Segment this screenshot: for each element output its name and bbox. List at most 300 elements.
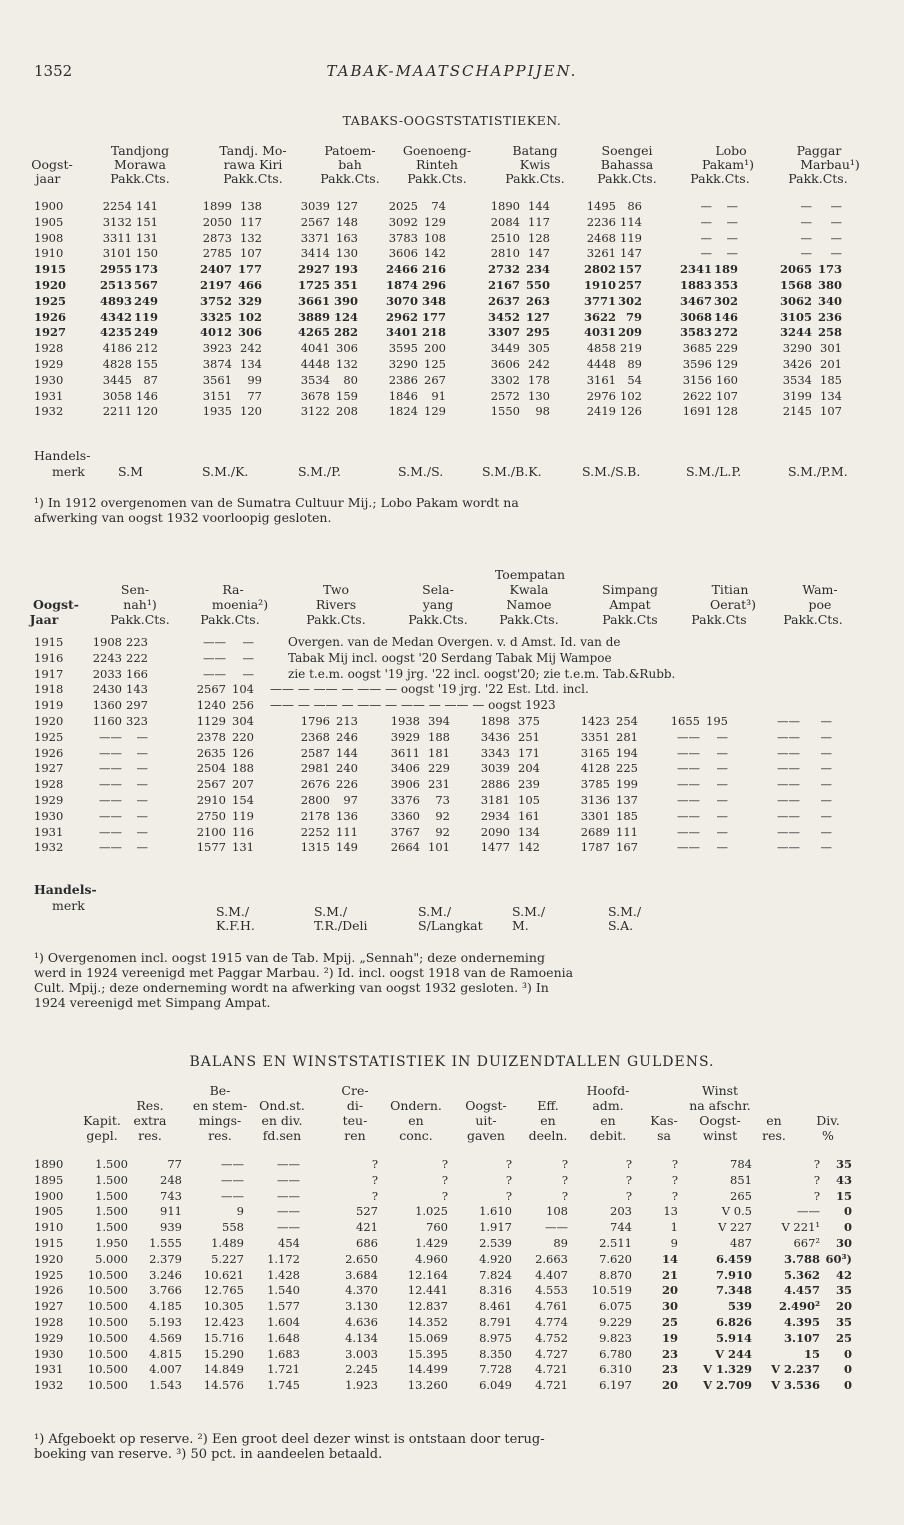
t1-cell: 305 [528,341,550,356]
t3-cell: 7.620 [599,1251,632,1266]
t1-cell: — [700,230,712,245]
t3-cell: V 0.5 [721,1204,752,1219]
t2-cell: — [820,793,832,807]
t1-cell: 91 [431,388,446,403]
t2-header-cell: Pakk.Cts. [408,612,468,627]
t1-cell: 131 [136,230,158,245]
t2-cell: 126 [232,745,254,760]
t2-merk-bottom: K.F.H. [216,918,255,933]
t2-cell: 149 [336,840,358,855]
t1-cell: — [830,246,842,261]
t2-note-line: 1924 vereenigd met Simpang Ampat. [34,995,271,1010]
table-row [0,825,904,840]
t1-cell: 3534 [300,372,330,387]
t1-cell: 234 [525,262,550,277]
t2-cell: — [136,761,148,776]
t2-cell: 3376 [390,793,420,807]
t1-cell: 125 [424,357,446,371]
t3-cell: 42 [835,1267,852,1282]
t3-header-cell: debit. [589,1128,627,1143]
t1-cell: 302 [617,293,642,308]
t3-cell: 4.395 [783,1315,820,1329]
t1-table [0,199,904,429]
t1-cell: 353 [713,278,738,292]
t3-cell: 0 [843,1220,852,1235]
t2-header-cell: moenia²) [211,597,269,612]
t3-cell: 3.130 [345,1299,378,1314]
t2-cell: 116 [232,824,254,839]
t1-header-cell: Pakk.Cts. [223,171,283,186]
t1-cell: 2065 [779,262,812,277]
t2-cell: 111 [616,824,638,839]
table-row [0,1252,904,1267]
page-number: 1352 [34,62,73,80]
t2-cell: 2910 [196,793,226,807]
t2-cell: 1938 [390,714,420,728]
t1-cell: 3783 [388,230,418,245]
t3-cell: —— [545,1220,568,1235]
t3-header-cell: Oogst- [465,1098,507,1113]
t2-cell: 104 [232,682,254,697]
t2-cell: 231 [428,777,450,792]
t3-cell: 15 [835,1188,852,1203]
table-row [0,809,904,824]
table-row [0,1283,904,1298]
table-row [0,682,904,697]
t1-cell: 390 [333,293,358,308]
t2-cell: 239 [518,777,540,792]
t1-cell: 249 [133,325,158,340]
t1-cell: 86 [627,199,642,213]
t2-cell: 194 [616,745,638,760]
t1-cell: 3132 [102,214,132,229]
t3-header-cell: gepl. [86,1128,118,1143]
t3-cell: 1.950 [95,1236,128,1250]
t2-cell: 225 [616,761,638,776]
t3-cell: 1.917 [479,1220,512,1235]
t1-cell: 3449 [490,341,520,356]
t2-year: 1931 [34,824,64,839]
t3-cell: 5.227 [211,1251,244,1266]
t1-cell: 2976 [586,388,616,403]
t3-cell: 12.837 [407,1299,448,1314]
t3-year: 1930 [34,1346,64,1361]
t2-cell: — [716,777,728,792]
t3-cell: 14.849 [203,1362,244,1377]
t2-cell: 101 [428,840,450,855]
t3-cell: ? [813,1172,820,1187]
t1-cell: 3199 [782,388,812,403]
t3-cell: 8.350 [479,1346,512,1361]
t1-cell: 340 [817,293,842,308]
t3-cell: 911 [160,1204,182,1219]
t2-cell: —— [777,808,800,823]
t1-cell: 3678 [300,388,330,403]
t1-cell: 132 [336,357,358,371]
t1-cell: 120 [136,404,158,419]
t2-cell: —— [777,824,800,839]
t1-cell: 138 [240,199,262,213]
t2-cell: 229 [428,761,450,776]
t3-header-cell: Cre- [341,1083,369,1098]
t3-cell: 12.441 [407,1283,448,1298]
t1-cell: 107 [240,246,262,261]
t3-cell: 1.721 [267,1362,300,1377]
t2-cell: 185 [616,808,638,823]
t3-year: 1929 [34,1330,64,1345]
t2-year: 1915 [34,635,64,649]
t1-note-line: ¹) In 1912 overgenomen van de Sumatra Cultuur Mij.; Lobo Pakam wordt na [34,495,519,510]
t1-year: 1928 [34,341,64,356]
t1-cell: 102 [620,388,642,403]
t1-cell: 1890 [490,199,520,213]
t1-cell: 2025 [388,199,418,213]
t2-cell: 1908 [92,635,122,649]
t1-cell: 2802 [583,262,616,277]
t1-cell: 151 [136,214,158,229]
t2-cell: 3136 [580,793,610,807]
t1-cell: 127 [336,199,358,213]
t1-merk-label: merk [52,464,85,479]
table-row [0,667,904,682]
t3-header-cell: fd.sen [262,1128,302,1143]
t2-cell: — [820,824,832,839]
t3-cell: —— [277,1204,300,1219]
t3-cell: 1.683 [267,1346,300,1361]
t3-header-cell: Oogst- [699,1113,741,1128]
t3-cell: 108 [546,1204,568,1219]
t3-cell: 539 [727,1299,752,1314]
t2-cell: —— [777,729,800,744]
t2-merk-bottom: S/Langkat [418,918,483,933]
t3-cell: 4.815 [149,1346,182,1361]
t1-header-cell: Batang [512,143,558,158]
t3-cell: 6.075 [599,1299,632,1314]
t1-cell: 249 [133,293,158,308]
t1-cell: 306 [237,325,262,340]
t3-cell: 760 [426,1220,448,1235]
t1-cell: 99 [247,372,262,387]
t1-cell: 127 [525,309,550,324]
t1-cell: — [726,230,738,245]
t1-cell: 2873 [202,230,232,245]
t1-cell: 3622 [583,309,616,324]
t2-cell: 2886 [480,777,510,792]
t3-cell: 4.553 [535,1283,568,1298]
t1-cell: 218 [421,325,446,340]
t1-cell: 1846 [388,388,418,403]
table-row [0,1204,904,1219]
t3-cell: 35 [835,1315,852,1329]
t3-cell: 421 [356,1220,378,1235]
t1-cell: 129 [424,404,446,419]
t2-note-line: werd in 1924 vereenigd met Paggar Marbau. ²) Id. incl. oogst 1918 van de Ramoenia [34,965,574,980]
t2-span-text: Overgen. van de Medan Overgen. v. d Amst. Id. van de [288,635,621,649]
t1-cell: 3685 [682,341,712,356]
t2-cell: 2100 [196,824,226,839]
t2-cell: —— [777,793,800,807]
t3-cell: 4.185 [149,1299,182,1314]
t1-cell: 219 [620,341,642,356]
t3-cell: 1.500 [95,1172,128,1187]
t3-cell: 0 [843,1362,852,1377]
t1-cell: — [726,214,738,229]
t3-cell: 25 [661,1315,678,1329]
t2-cell: 3406 [390,761,420,776]
t2-cell: —— [99,745,122,760]
t1-cell: 117 [528,214,550,229]
t2-cell: 3039 [480,761,510,776]
t2-header-cell: Kwala [509,582,549,597]
t3-cell: 7.348 [715,1283,752,1298]
t2-cell: 1787 [580,840,610,855]
t3-cell: 8.975 [479,1330,512,1345]
t3-header-cell: teu- [342,1113,368,1128]
table-row [0,231,904,246]
t1-cell: 150 [136,246,158,261]
t1-cell: 1874 [385,278,418,292]
t2-year: 1930 [34,808,64,823]
t2-cell: 3301 [580,808,610,823]
t2-header-cell: poe [808,597,832,612]
t2-cell: 1796 [300,714,330,728]
t1-cell: 4893 [99,293,132,308]
t2-year: 1926 [34,745,64,760]
t1-cell: 147 [620,246,642,261]
t2-merk-top: S.M./ [216,904,250,919]
t2-cell: 119 [232,808,254,823]
t1-cell: 212 [136,341,158,356]
running-head: TABAK-MAATSCHAPPIJEN. [326,62,578,80]
t3-cell: 1.429 [415,1236,448,1250]
t1-cell: 208 [336,404,358,419]
t3-cell: ? [505,1172,512,1187]
t1-header-cell: Marbau¹) [800,157,860,172]
t2-cell: 92 [435,808,450,823]
t2-cell: — [136,824,148,839]
t3-cell: 8.316 [479,1283,512,1298]
t3-header [0,1083,904,1153]
t2-cell: 166 [126,666,148,681]
t2-cell: 323 [126,714,148,728]
t1-cell: — [800,214,812,229]
t1-handelsmerk [0,448,904,482]
t1-cell: 2962 [385,309,418,324]
t1-cell: 3058 [102,388,132,403]
t3-cell: 9 [670,1236,678,1250]
t2-cell: 1423 [580,714,610,728]
t2-cell: 188 [428,729,450,744]
t1-cell: 144 [528,199,550,213]
t2-cell: — [242,650,254,665]
table-row [0,1220,904,1235]
t1-cell: 2407 [199,262,232,277]
t1-header-cell: Lobo [715,143,747,158]
t2-cell: 188 [232,761,254,776]
table-row [0,1236,904,1251]
t3-cell: 1.604 [267,1315,300,1329]
t2-merk-bottom: T.R./Deli [314,918,368,933]
t2-cell: 92 [435,824,450,839]
t1-cell: 2466 [385,262,418,277]
t1-cell: 1883 [679,278,712,292]
table-row [0,199,904,214]
t3-cell: ? [813,1188,820,1203]
t1-cell: 79 [625,309,642,324]
table-row [0,1362,904,1377]
table-row [0,761,904,776]
t1-cell: 2637 [487,293,520,308]
t3-cell: 14.352 [407,1315,448,1329]
t1-cell: 1550 [490,404,520,419]
t3-header-cell: na afschr. [689,1098,751,1113]
t3-cell: V 3.536 [771,1378,820,1393]
t1-cell: 157 [617,262,642,277]
t3-cell: —— [277,1172,300,1187]
t2-cell: —— [99,777,122,792]
t2-merk-top: S.M./ [608,904,642,919]
t2-cell: — [820,808,832,823]
t3-cell: 1.745 [267,1378,300,1393]
t1-cell: 129 [424,214,446,229]
t3-cell: 35 [835,1283,852,1298]
t1-cell: 4265 [297,325,330,340]
table-row [0,1157,904,1172]
table-row [0,1189,904,1204]
t1-cell: 3561 [202,372,232,387]
t3-cell: ? [371,1157,378,1171]
t1-cell: 3261 [586,246,616,261]
t2-header-cell: Pakk.Cts. [200,612,260,627]
t3-header-cell: sa [657,1128,671,1143]
t1-merk-value: S.M./P.M. [788,464,848,479]
t3-header-cell: extra [133,1113,167,1128]
t2-cell: 3611 [390,745,420,760]
t3-cell: 43 [835,1172,852,1187]
t1-cell: — [800,199,812,213]
t1-cell: 130 [528,388,550,403]
t1-header-cell: Pakk.Cts. [110,171,170,186]
t2-header-cell: Pakk.Cts [602,612,658,627]
t1-cell: 3889 [297,309,330,324]
t1-cell: 124 [333,309,358,324]
t3-header-cell: en [408,1113,424,1128]
t1-header-cell: Pakk.Cts. [505,171,565,186]
t1-cell: 3070 [385,293,418,308]
t3-cell: ? [625,1188,632,1203]
t1-cell: 189 [713,262,738,277]
t1-cell: 1691 [682,404,712,419]
t2-cell: — [820,714,832,728]
t2-cell: — [716,808,728,823]
t3-cell: 10.519 [591,1283,632,1298]
t3-year: 1910 [34,1220,64,1235]
t2-cell: 2252 [300,824,330,839]
t1-merk-value: S.M [118,464,143,479]
t1-year: 1910 [34,246,64,261]
t1-cell: 146 [136,388,158,403]
t3-cell: 487 [730,1236,752,1250]
t1-cell: 193 [333,262,358,277]
t3-cell: 1.500 [95,1157,128,1171]
t1-cell: 1824 [388,404,418,419]
t3-cell: 558 [222,1220,244,1235]
table-row [0,1173,904,1188]
t1-cell: 4858 [586,341,616,356]
t2-cell: 2981 [300,761,330,776]
t3-cell: V 2.237 [771,1362,820,1377]
t3-cell: 10.500 [87,1330,128,1345]
t2-span-text: —— — —— — —— — oogst '19 jrg. '22 Est. Ltd. incl. [270,682,589,697]
t3-cell: V 221¹ [781,1220,820,1235]
t3-cell: 10.500 [87,1299,128,1314]
t2-cell: — [716,793,728,807]
t3-cell: 5.193 [149,1315,182,1329]
t2-year: 1917 [34,666,64,681]
t1-cell: 108 [424,230,446,245]
t1-cell: 2955 [99,262,132,277]
t1-header-cell: Rinteh [416,157,458,172]
t3-cell: 5.362 [783,1267,820,1282]
t1-cell: 2341 [679,262,712,277]
t3-cell: 10.500 [87,1362,128,1377]
t2-cell: 2430 [92,682,122,697]
t1-cell: 132 [240,230,262,245]
t3-header-cell: en div. [261,1113,303,1128]
t2-cell: —— [203,666,226,681]
t1-cell: 89 [627,357,642,371]
t2-cell: — [136,808,148,823]
t3-cell: 1.500 [95,1220,128,1235]
t3-cell: 10.500 [87,1346,128,1361]
t1-title: TABAKS-OOGSTSTATISTIEKEN. [342,113,562,128]
t1-cell: 3771 [583,293,616,308]
t1-cell: 177 [421,309,446,324]
t2-cell: 3929 [390,729,420,744]
t2-cell: — [136,745,148,760]
t3-cell: 3.684 [345,1267,378,1282]
t2-cell: 375 [518,714,540,728]
t1-cell: 159 [336,388,358,403]
t1-cell: 148 [336,214,358,229]
t2-cell: — [136,793,148,807]
t3-cell: 784 [730,1157,752,1171]
t2-cell: — [716,824,728,839]
t2-cell: —— [99,793,122,807]
t3-cell: 77 [167,1157,182,1171]
t3-cell: 19 [661,1330,678,1345]
t2-cell: — [820,761,832,776]
t3-table [0,1157,904,1417]
t1-merk-value: S.M./L.P. [686,464,742,479]
t2-cell: 3436 [480,729,510,744]
t1-cell: 2386 [388,372,418,387]
t1-cell: 4012 [199,325,232,340]
t1-footnote [34,495,519,525]
t1-cell: 257 [617,278,642,292]
t1-cell: 173 [817,262,842,277]
t2-header-cell: Ra- [222,582,244,597]
t3-cell: 8.791 [479,1315,512,1329]
t2-header-cell: Pakk.Cts. [783,612,843,627]
t1-cell: 295 [525,325,550,340]
t2-cell: 1477 [480,840,510,855]
t3-cell: —— [797,1204,820,1219]
table-row [0,793,904,808]
t1-header-cell: Patoem- [324,143,376,158]
t3-cell: 4.407 [535,1267,568,1282]
t3-cell: ? [371,1172,378,1187]
